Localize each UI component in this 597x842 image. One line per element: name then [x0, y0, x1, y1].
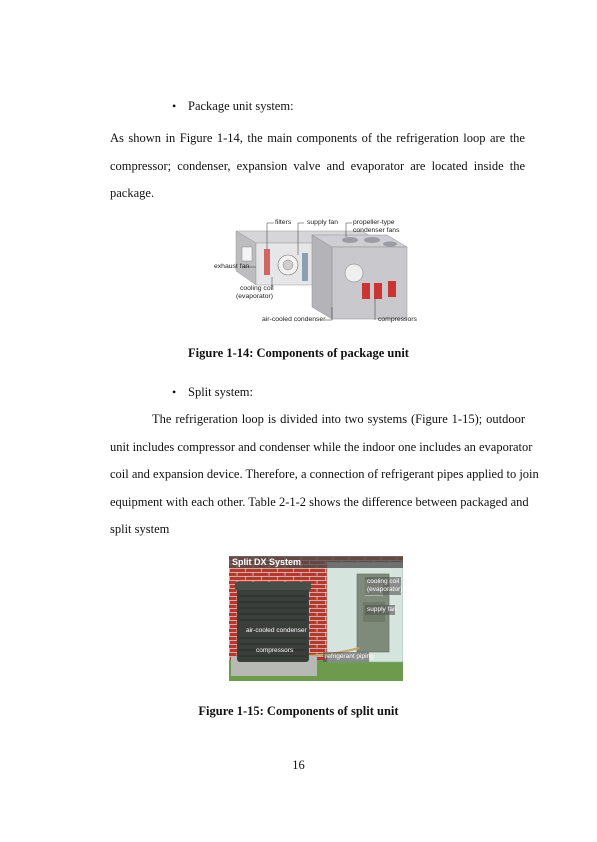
label-supply-fan: supply fan	[367, 606, 397, 613]
label-cooling-coil: cooling coil	[367, 578, 400, 585]
caption-figure-15: Figure 1-15: Components of split unit	[198, 704, 399, 718]
figure-package-unit	[212, 213, 422, 327]
label-supply-fan: supply fan	[307, 219, 338, 226]
paragraph-line: unit includes compressor and condenser while the indoor one includes an evaporator	[110, 439, 533, 454]
label-filters: filters	[275, 219, 292, 226]
paragraph-line: equipment with each other. Table 2-1-2 shows the difference between packaged and	[110, 494, 529, 509]
paragraph-package-unit	[110, 125, 525, 208]
figure-split-unit	[229, 556, 403, 681]
label-cooling-coil: cooling coil	[240, 285, 274, 292]
label-evaporator: (evaporator)	[367, 586, 403, 593]
paragraph-split-system	[110, 406, 539, 544]
paragraph-line: split system	[110, 522, 170, 536]
label-refrigerant-piping: refrigerant piping	[325, 653, 374, 660]
paragraph-line: The refrigeration loop is divided into two systems (Figure 1-15); outdoor	[152, 412, 525, 426]
paragraph-line: compressor; condenser, expansion valve and evaporator are located inside the	[110, 158, 525, 173]
page-number: 16	[292, 758, 305, 772]
label-evaporator: (evaporator)	[236, 293, 274, 300]
heading-split-system: Split system:	[188, 385, 253, 399]
label-split-dx-system: Split DX System	[232, 557, 302, 567]
label-exhaust-fan: exhaust fan	[214, 263, 250, 270]
paragraph-line: coil and expansion device. Therefore, a connection of refrigerant pipes applied to join	[110, 467, 539, 481]
caption-figure-14: Figure 1-14: Components of package unit	[188, 346, 409, 360]
label-compressors: compressors	[378, 316, 417, 323]
label-air-cooled-condenser: air-cooled condenser	[262, 316, 326, 323]
split-system-illustration	[229, 556, 403, 681]
label-compressors: compressors	[256, 647, 294, 654]
label-condenser-fans: condenser fans	[353, 227, 400, 234]
heading-package-unit: Package unit system:	[188, 99, 294, 113]
bullet-package-unit: •	[172, 99, 177, 113]
paragraph-line: package.	[110, 186, 155, 200]
label-propeller-type: propeller-type	[353, 219, 395, 226]
paragraph-line: As shown in Figure 1-14, the main components of the refrigeration loop are the	[110, 131, 525, 145]
bullet-split-system: •	[172, 385, 177, 399]
label-air-cooled-condenser: air-cooled condenser	[246, 627, 307, 634]
